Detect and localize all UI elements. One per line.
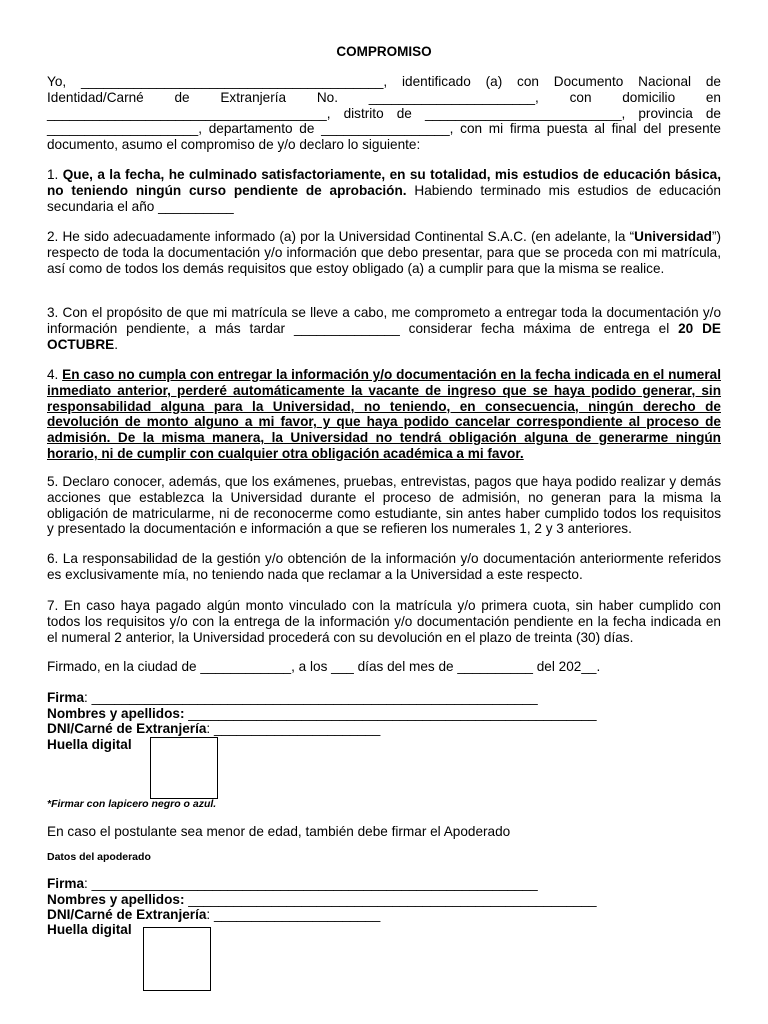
- clause-4-number: 4.: [47, 367, 63, 382]
- student-dni-line[interactable]: : ______________________: [206, 721, 381, 736]
- student-huella-row: [47, 737, 132, 753]
- signed-text: Firmado, en la ciudad de ____________, a los ___ días del mes de __________ del 202__.: [47, 659, 601, 674]
- guardian-firma-row: [47, 876, 538, 892]
- student-dni-row: [47, 721, 380, 737]
- guardian-nombres-row: [47, 892, 597, 908]
- guardian-huella-row: [47, 922, 132, 938]
- clause-3-text-a: 3. Con el propósito de que mi matrícula se lleve a cabo, me comprometo a entregar toda la documentación y/o información pendiente, a más tardar ______________ considerar fecha máxima de entrega el: [47, 305, 721, 336]
- clause-1-number: 1.: [47, 167, 63, 182]
- clause-1: [47, 167, 721, 214]
- clause-7-text: 7. En caso haya pagado algún monto vinculado con la matrícula y/o primera cuota, sin haber cumplido con todos los requisitos y/o con la entrega de la información y/o documentación pendiente en la fecha indicada en el numeral 2 anterior, la Universidad procederá con su devolución en el plazo de treinta (30) días.: [47, 598, 721, 645]
- student-fingerprint-box[interactable]: [150, 737, 218, 799]
- guardian-heading: Datos del apoderado: [47, 851, 151, 863]
- document-title: COMPROMISO: [336, 44, 432, 59]
- guardian-dni-row: [47, 907, 380, 923]
- student-nombres-label: Nombres y apellidos:: [47, 706, 185, 721]
- guardian-fingerprint-box[interactable]: [143, 927, 211, 991]
- guardian-firma-line[interactable]: : ___________________________________________________________: [84, 876, 538, 891]
- clause-5-text: 5. Declaro conocer, además, que los exámenes, pruebas, entrevistas, pagos que haya podido realizar y demás acciones que establezca la Universidad durante el proceso de admisión, no generan para la misma la obligación de matricularme, ni de reconocerme como estudiante, sin antes haber cumplido todos los requisitos y presentado la documentación e información a que se refieren los numerales 1, 2 y 3 anteriores.: [47, 474, 721, 537]
- pen-note: *Firmar con lapicero negro o azul.: [47, 798, 217, 810]
- clause-3: [47, 305, 721, 352]
- student-firma-label: Firma: [47, 690, 85, 705]
- clause-1-rest: Habiendo terminado mis estudios de educación secundaria el año __________: [47, 182, 721, 214]
- clause-3-bold: 20 DE OCTUBRE: [47, 320, 721, 352]
- clause-6-text: 6. La responsabilidad de la gestión y/o obtención de la información y/o documentación anteriormente referidos es exclusivamente mía, no teniendo nada que reclamar a la Universidad a este respecto.: [47, 551, 721, 582]
- student-firma-row: [47, 690, 538, 706]
- clause-2: [47, 229, 721, 276]
- signed-line: [47, 659, 721, 675]
- guardian-nombres-label: Nombres y apellidos:: [47, 892, 185, 907]
- intro-paragraph: [47, 74, 721, 153]
- student-nombres-line[interactable]: ______________________________________________________: [184, 706, 597, 721]
- clause-2-bold: Universidad: [634, 229, 712, 244]
- student-huella-label: Huella digital: [47, 737, 132, 752]
- student-nombres-row: [47, 706, 597, 722]
- guardian-notice: En caso el postulante sea menor de edad, también debe firmar el Apoderado: [47, 824, 511, 839]
- guardian-dni-line[interactable]: : ______________________: [206, 907, 381, 922]
- clause-1-bold: Que, a la fecha, he culminado satisfactoriamente, en su totalidad, mis estudios de educación básica, no teniendo ningún curso pendiente de aprobación.: [47, 167, 721, 198]
- guardian-dni-label: DNI/Carné de Extranjería: [47, 907, 207, 922]
- clause-5: [47, 474, 721, 537]
- clause-6: [47, 551, 721, 583]
- clause-3-text-b: .: [114, 336, 118, 352]
- clause-2-text-a: 2. He sido adecuadamente informado (a) por la Universidad Continental S.A.C. (en adelante, la “: [47, 229, 635, 244]
- intro-text: Yo, ________________________________________, identificado (a) con Documento Nacional de Identidad/Carné de Extranjería No. ______________________, con domicilio en _____________________________________, distrito de __________________________, provincia de ____________________, departamento de _________________, con mi firma puesta al final del presente documento, asumo el compromiso de y/o declaro lo siguiente:: [47, 74, 721, 153]
- guardian-firma-label: Firma: [47, 876, 85, 891]
- guardian-nombres-line[interactable]: ______________________________________________________: [184, 892, 597, 907]
- clause-2-text-b: ”) respecto de toda la documentación y/o información que debo presentar, para que se proceda con mi matrícula, así como de todos los demás requisitos que estoy obligado (a) a cumplir para que la misma se realice.: [47, 229, 721, 276]
- student-firma-line[interactable]: : ___________________________________________________________: [84, 690, 538, 705]
- clause-7: [47, 598, 721, 645]
- guardian-huella-label: Huella digital: [47, 922, 132, 937]
- student-dni-label: DNI/Carné de Extranjería: [47, 721, 207, 736]
- clause-4: [47, 367, 721, 462]
- clause-4-text: En caso no cumpla con entregar la información y/o documentación en la fecha indicada en el numeral inmediato anterior, perderé automáticamente la vacante de ingreso que se haya podido generar, sin responsabilidad alguna para la Universidad, no teniendo, en consecuencia, ningún derecho de devolución de monto alguno a mi favor, y que haya podido cancelar correspondiente al proceso de admisión. De la misma manera, la Universidad no tendrá obligación alguna de generarme ningún horario, ni de cumplir con cualquier otra obligación académica a mi favor.: [47, 367, 721, 461]
